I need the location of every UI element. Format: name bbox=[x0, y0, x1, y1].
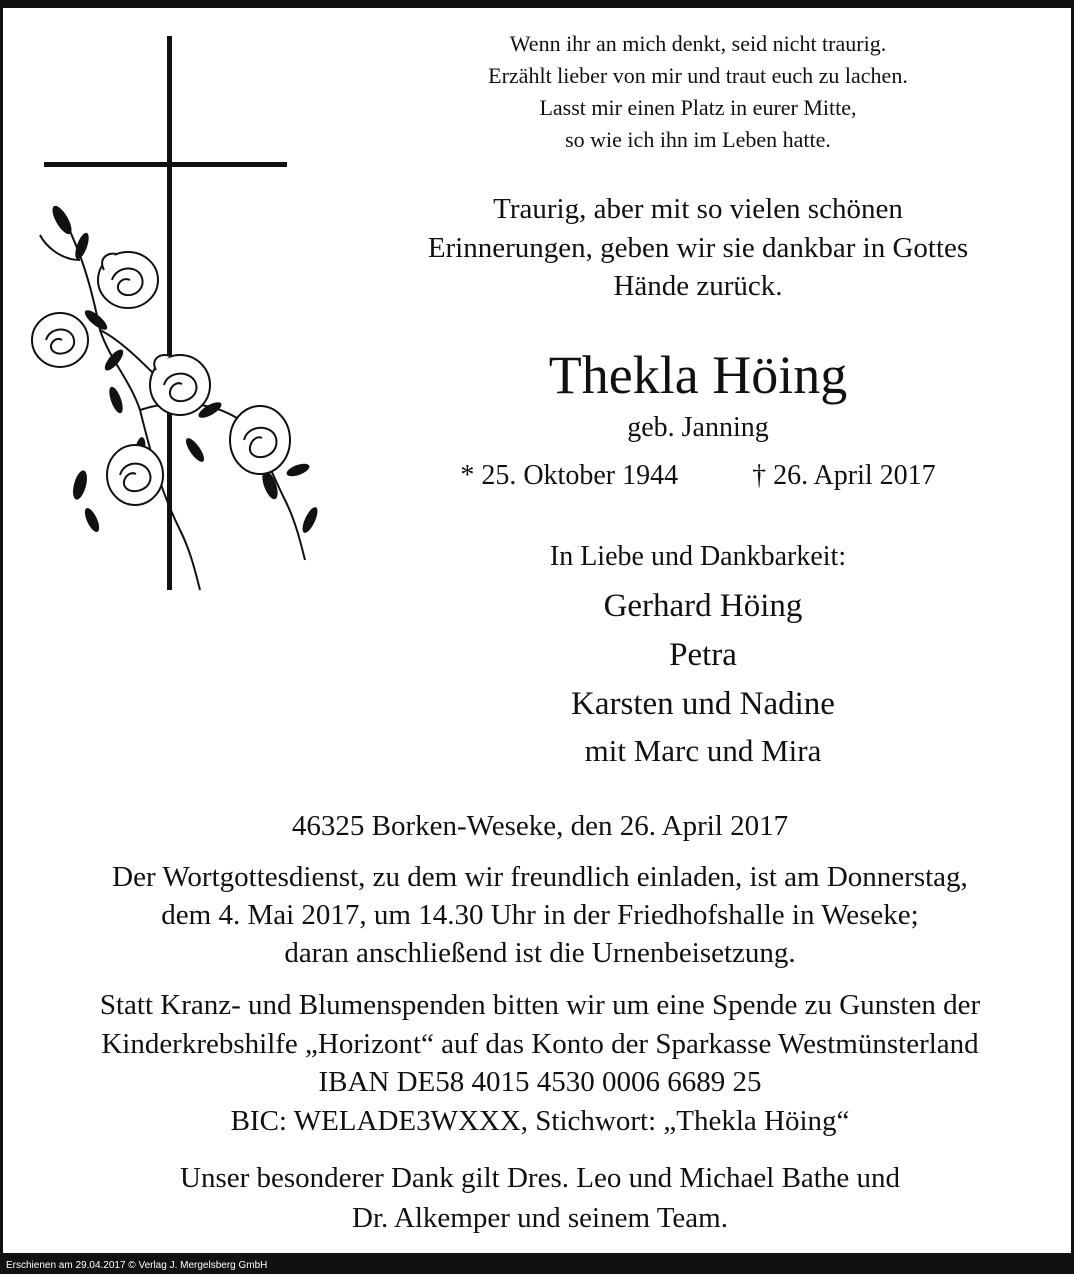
gratitude-line: Unser besonderer Dank gilt Dres. Leo und Michael Bathe und bbox=[180, 1162, 900, 1194]
grandchildren-names: mit Marc und Mira bbox=[584, 733, 822, 768]
poem-line: so wie ich ihn im Leben hatte. bbox=[565, 127, 831, 152]
intro-line: Hände zurück. bbox=[613, 270, 783, 302]
publisher-footer: Erschienen am 29.04.2017 © Verlag J. Mergelsberg GmbH bbox=[6, 1260, 268, 1271]
rose-icons bbox=[32, 252, 290, 505]
maiden-name: geb. Janning bbox=[627, 412, 769, 443]
mourner-name: Gerhard Höing bbox=[603, 588, 803, 624]
service-line: dem 4. Mai 2017, um 14.30 Uhr in der Friedhofshalle in Weseke; bbox=[161, 899, 919, 931]
service-info bbox=[20, 858, 1060, 972]
donation-line: Kinderkrebshilfe „Horizont“ auf das Konto der Sparkasse Westmünsterland bbox=[101, 1027, 979, 1060]
poem-line: Erzählt lieber von mir und traut euch zu lachen. bbox=[488, 63, 908, 88]
rose-icon bbox=[230, 406, 290, 474]
rose-icon bbox=[98, 252, 158, 308]
service-line: Der Wortgottesdienst, zu dem wir freundlich einladen, ist am Donnerstag, bbox=[112, 861, 968, 893]
bic-line: BIC: WELADE3WXXX, Stichwort: „Thekla Höing“ bbox=[230, 1104, 850, 1137]
gratitude-line: Dr. Alkemper und seinem Team. bbox=[352, 1202, 728, 1234]
intro-line: Erinnerungen, geben wir sie dankbar in Gottes bbox=[427, 231, 969, 264]
intro-text bbox=[370, 190, 1026, 306]
poem-line: Lasst mir einen Platz in eurer Mitte, bbox=[539, 95, 857, 120]
mourners-list bbox=[370, 582, 1036, 773]
gratitude-text bbox=[20, 1158, 1060, 1238]
poem-line: Wenn ihr an mich denkt, seid nicht traurig. bbox=[509, 31, 887, 56]
cross-icon bbox=[44, 36, 287, 590]
intro-line: Traurig, aber mit so vielen schönen bbox=[493, 193, 903, 225]
memorial-poem bbox=[370, 28, 1026, 156]
rose-icon bbox=[32, 313, 88, 367]
rose-icon bbox=[107, 445, 163, 505]
mourners-heading: In Liebe und Dankbarkeit: bbox=[549, 541, 847, 572]
location-date: 46325 Borken-Weseke, den 26. April 2017 bbox=[291, 810, 789, 842]
cross-with-roses-illustration bbox=[20, 30, 330, 600]
donation-info bbox=[20, 986, 1060, 1140]
death-date: † 26. April 2017 bbox=[752, 460, 936, 491]
mourner-name: Petra bbox=[669, 637, 737, 673]
mourner-name: Karsten und Nadine bbox=[571, 686, 835, 722]
rose-icon bbox=[150, 355, 210, 415]
birth-date: * 25. Oktober 1944 bbox=[460, 460, 679, 491]
deceased-name: Thekla Höing bbox=[548, 345, 848, 405]
service-line: daran anschließend ist die Urnenbeisetzung. bbox=[284, 937, 796, 969]
iban-line: IBAN DE58 4015 4530 0006 6689 25 bbox=[318, 1066, 762, 1098]
life-dates bbox=[370, 456, 1026, 496]
donation-line: Statt Kranz- und Blumenspenden bitten wir um eine Spende zu Gunsten der bbox=[99, 989, 981, 1021]
